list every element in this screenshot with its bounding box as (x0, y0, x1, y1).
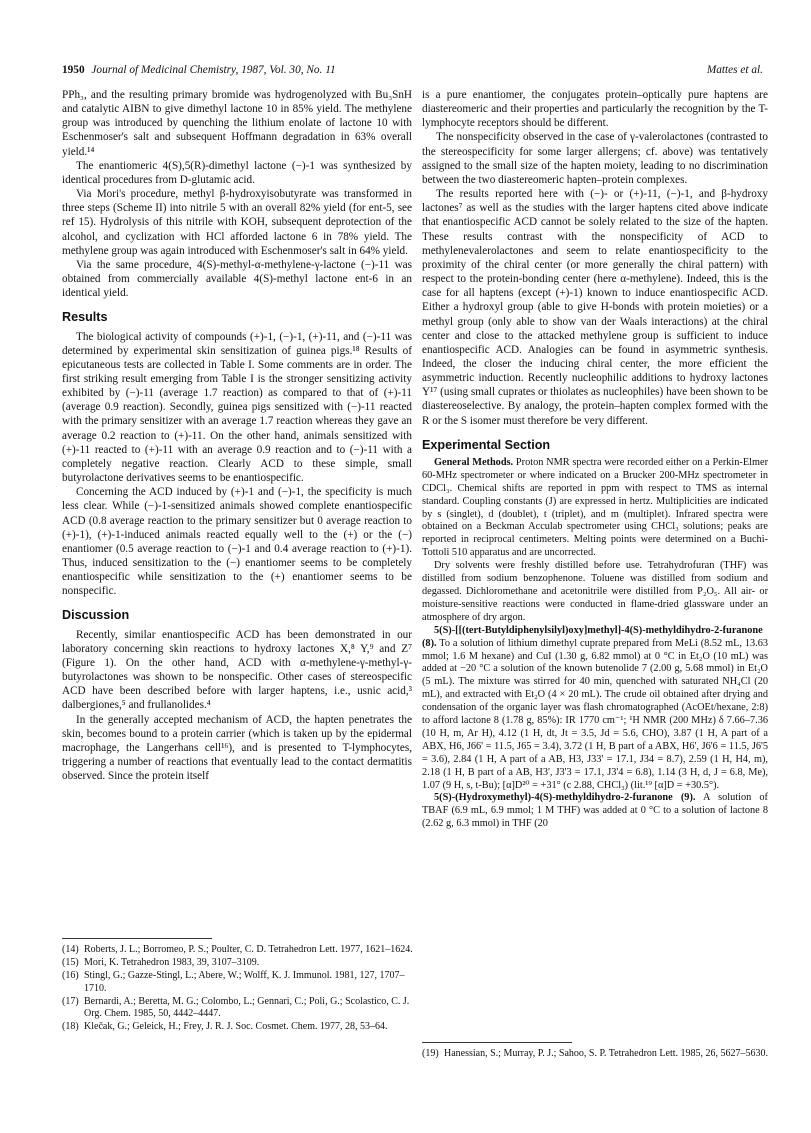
reference-item (62, 944, 414, 956)
reference-text: Roberts, J. L.; Borromeo, P. S.; Poulter, C. D. Tetrahedron Lett. 1977, 1621–1624. (84, 944, 413, 955)
footnote-divider (422, 1042, 572, 1043)
paragraph: is a pure enantiomer, the conjugates protein–optically pure haptens are diastereomeric and their properties and particularly the recognition by the T-lymphocyte receptors should be different. (422, 89, 768, 130)
paragraph: The nonspecificity observed in the case of γ-valerolactones (contrasted to the stereospecificity for some larger allergens; cf. above) was tentatively assigned to the small size of the hapten moiety, leading to no discrimination between the two diastereomeric hapten–protein complexes. (422, 131, 768, 186)
reference-number: (15) (62, 957, 79, 969)
journal-citation: Journal of Medicinal Chemistry, 1987, Vol. 30, No. 11 (91, 64, 336, 76)
section-heading-discussion: Discussion (62, 608, 130, 623)
footnote-divider (62, 938, 212, 939)
run-in-heading: General Methods. (434, 456, 514, 468)
compound-heading: 5(S)-[[(tert-Butyldiphenylsilyl)oxy]methyl]-4(S)-methyldihydro-2-furanone (8). (422, 624, 763, 649)
reference-number: (19) (422, 1048, 439, 1059)
compound-8-paragraph (422, 625, 768, 793)
header-left (62, 64, 336, 76)
right-column (422, 88, 768, 831)
reference-item (62, 957, 414, 969)
paragraph: PPh₃, and the resulting primary bromide was hydrogenolyzed with Bu₃SnH and catalytic AIBN to give dimethyl lactone 10 in 85% yield. The methylene group was introduced by quenching the lithium enolate of lactone 10 with Eschenmoser's salt and subsequent Hoffmann degradation in 63% overall yield.¹⁴ (62, 89, 412, 158)
left-column (62, 88, 412, 783)
paragraph-text: To a solution of lithium dimethyl cuprate prepared from MeLi (8.52 mL, 13.63 mmol; 1.6 M hexane) and CuI (1.30 g, 6.82 mmol) at 0 °C in Et₂O (10 mL) was added at −20 °C a solution of the known butenolide 7 (2.00 g, 5.68 mmol) in Et₂O (5 mL). The mixture was stirred for 40 min, quenched with saturated NH₄Cl (20 mL), and extracted with Et₂O (4 × 20 mL). The crude oil obtained after drying and condensation of the organic layer was flash chromatographed (AcOEt/hexane, 2:8) to afford lactone 8 (1.78 g, 85%): IR 1770 cm⁻¹; ¹H NMR (200 MHz) δ 7.66–7.36 (10 H, m, Ar H), 4.12 (1 H, dt, Jt = 3.5, Jd = 5.6, CHO), 3.87 (1 H, A part of a ABX, H6, J66' = 11.5, J65 = 3.4), 3.72 (1 H, B part of a ABX, H6', J6'6 = 11.5, J6'5 = 3.6), 2.84 (1 H, A part of a AB, H3, J33' = 17.1, J34 = 8.7), 2.59 (1 H, H4, m), 2.18 (1 H, B part of a AB, H3', J3'3 = 17.1, J3'4 = 6.8), 1.14 (3 H, d, J = 6.8, Me), 1.07 (9 H, s, t-Bu); [α]D²⁰ = +31° (c 2.88, CHCl₃) (lit.¹⁹ [α]D = +30.5°). (422, 637, 768, 791)
paragraph: The enantiomeric 4(S),5(R)-dimethyl lactone (−)-1 was synthesized by identical procedures from D-glutamic acid. (62, 159, 412, 186)
section-heading-experimental: Experimental Section (422, 437, 551, 452)
references-left (62, 944, 414, 1034)
reference-item (62, 996, 414, 1020)
paragraph: Via the same procedure, 4(S)-methyl-α-methylene-γ-lactone (−)-11 was obtained from commercially available 4(S)-methyl lactone ent-6 in an identical yield. (62, 258, 412, 300)
experimental-section (422, 457, 768, 831)
reference-text: Bernardi, A.; Beretta, M. G.; Colombo, L.; Gennari, C.; Poli, G.; Scolastico, C. J. Org. Chem. 1985, 50, 4442–4447. (84, 995, 410, 1020)
reference-number: (18) (62, 1021, 79, 1033)
reference-text: Mori, K. Tetrahedron 1983, 39, 3107–3109. (84, 957, 260, 969)
compound-9-paragraph (422, 792, 768, 831)
running-header (62, 64, 763, 80)
paragraph: The biological activity of compounds (+)-1, (−)-1, (+)-11, and (−)-11 was determined by experimental skin sensitization of guinea pigs.¹⁸ Results of epicutaneous tests are collected in Table I. Some comments are in order. The first striking result emerging from Table I is the stronger sensitizing activity exhibited by (−)-11 (average 1.7 reaction) as compared to that of (+)-11 (average 0.9 reaction). Secondly, guinea pigs sensitized with (−)-11 reacted with the primary sensitizer with an average 1.7 reaction whereas they gave an average 0.2 reaction to (+)-11. On the other hand, animals sensitized with (+)-11 reacted to (+)-11 with an average 0.9 reaction and to (−)-11 with a completely negative reaction. Clearly ACD to these simple, small butyrolactone derivatives seems to be enantiospecific. (62, 330, 412, 485)
reference-number: (14) (62, 944, 79, 955)
paragraph: In the generally accepted mechanism of ACD, the hapten penetrates the skin, becomes bound to a protein carrier (which is taken up by the epidermal macrophage, the Langerhans cell¹⁶), and is presented to T-lymphocytes, triggering a number of reactions that eventually lead to the contact dermatitis observed. Since the protein itself (62, 713, 412, 783)
paragraph-text: Proton NMR spectra were recorded either on a Perkin-Elmer 60-MHz spectrometer or where indicated on a Brucker 200-MHz spectrometer in CDCl₃. Chemical shifts are reported in ppm with respect to TMS as internal standard. Coupling constants (J) are expressed in hertz. Multiplicities are indicated by s (singlet), d (doublet), t (triplet), and m (multiplet). Infrared spectra were obtained on a Beckman Acculab spectrometer using CHCl₃ solutions; peaks are reported in reciprocal centimeters. Melting points were determined on a Buchi-Tottoli 510 apparatus and are uncorrected. (422, 456, 768, 559)
section-heading-results: Results (62, 310, 108, 325)
paragraph: Via Mori's procedure, methyl β-hydroxyisobutyrate was transformed in three steps (Scheme II) into nitrile 5 with an overall 82% yield (for ent-5, see ref 15). Hydrolysis of this nitrile with KOH, subsequent deprotection of the alcohol, and cyclization with HCl afforded lactone 6 in 78% yield. The methylene group was again introduced with Eschenmoser's salt in 64% yield. (62, 188, 412, 257)
compound-heading: 5(S)-(Hydroxymethyl)-4(S)-methyldihydro-2-furanone (9). (434, 792, 696, 804)
reference-text: Stingl, G.; Gazze-Stingl, L.; Abere, W.; Wolff, K. J. Immunol. 1981, 127, 1707–1710. (84, 970, 405, 994)
reference-text: Klečak, G.; Geleick, H.; Frey, J. R. J. Soc. Cosmet. Chem. 1977, 28, 53–64. (84, 1021, 388, 1033)
reference-item (62, 970, 414, 994)
reference-item (62, 1021, 414, 1033)
paragraph-text: A solution of TBAF (6.9 mL, 6.9 mmol; 1 M THF) was added at 0 °C to a solution of lactone 8 (2.62 g, 6.3 mmol) in THF (20 (422, 792, 768, 830)
reference-number: (17) (62, 995, 79, 1007)
reference-number: (16) (62, 970, 79, 982)
author-header: Mattes et al. (706, 64, 763, 76)
references-right (422, 1048, 768, 1061)
paragraph: The results reported here with (−)- or (+)-11, (−)-1, and β-hydroxy lactones⁷ as well as the studies with the larger haptens cited above indicate that enantiospecific ACD cannot be solely related to the size of the hapten. These results contrast with the nonspecificity of ACD to methylenevalerolactones and seem to relate enantiospecificity to the proximity of the chiral center (or more generally the chiral pattern) with respect to the protein-bonding center (here α-methylene). Indeed, this is the case for all haptens (except (+)-1) known to induce enantiospecific ACD. Either a hydroxyl group (able to give H-bonds with protein moieties) or a methyl group (only able to show van der Waals interactions) at the chiral center and close to the attacked methylene group is sufficient to induce enantiospecific ACD. Analogies can be found in asymmetric synthesis. Indeed, the closer the inducing chiral center, the more efficient the asymmetric induction. Recently nucleophilic additions to hydroxy lactones Y¹⁷ (using small cuprates or thiolates as nucleophiles) have been shown to be diastereoselective. By analogy, the protein–hapten complex formed with the R or the S isomer must therefore be very different. (422, 188, 768, 427)
paragraph: Dry solvents were freshly distilled before use. Tetrahydrofuran (THF) was distilled from sodium benzophenone. Toluene was distilled from sodium and degassed. Dichloromethane and acetonitrile were distilled from P₂O₅. All air- or moisture-sensitive reactions were conducted in flame-dried glassware under an atmosphere of dry argon. (422, 560, 768, 623)
reference-item (422, 1048, 768, 1060)
paragraph: Recently, similar enantiospecific ACD has been demonstrated in our laboratory concerning skin reactions to hydroxy lactones X,⁸ Y,⁹ and Z⁷ (Figure 1). On the other hand, ACD with α-methylene-γ-methyl-γ-butyrolactones was shown to be nonspecific. Other cases of stereospecific ACD have been described before with larger haptens, i.e., usnic acid,³ dalbergiones,⁵ and frullanolides.⁴ (62, 628, 412, 712)
paragraph: Concerning the ACD induced by (+)-1 and (−)-1, the specificity is much less clear. While (−)-1-sensitized animals showed complete enantiospecific ACD (0.8 average reaction to the primary sensitizer but 0 average reaction to (+)-1), (+)-1-induced animals reacted equally well to the (+) or the (−) enantiomer (0.5 average reaction to (−)-1 and 0.4 average reaction to (+)-1). Thus, induced sensitization to the (−) enantiomer seems to be completely enantiospecific while sensitization to the (+) enantiomer seems to be nonspecific. (62, 486, 412, 598)
reference-text: Hanessian, S.; Murray, P. J.; Sahoo, S. P. Tetrahedron Lett. 1985, 26, 5627–5630. (444, 1048, 769, 1059)
general-methods-paragraph (422, 457, 768, 560)
page-number: 1950 (62, 64, 85, 76)
